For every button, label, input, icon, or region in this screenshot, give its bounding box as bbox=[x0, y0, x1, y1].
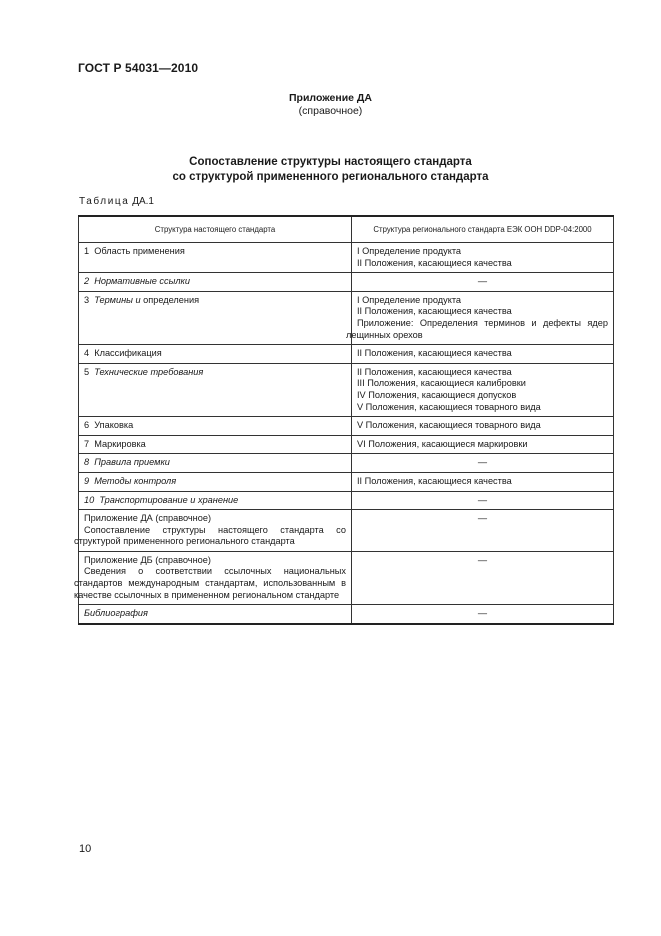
header-national-structure: Структура настоящего стандарта bbox=[79, 216, 352, 243]
table-row bbox=[79, 417, 614, 436]
row-national-section: 4 Классификация bbox=[79, 345, 352, 364]
row-national-section: 3 Термины и определения bbox=[79, 291, 352, 344]
table-header-row bbox=[79, 216, 614, 243]
row-regional-section: — bbox=[352, 605, 614, 624]
document-standard-number: ГОСТ Р 54031—2010 bbox=[78, 61, 199, 75]
row-regional-section: V Положения, касающиеся товарного вида bbox=[352, 417, 614, 436]
table-caption-prefix: Таблица bbox=[79, 196, 130, 207]
row-national-section: 9 Методы контроля bbox=[79, 472, 352, 491]
row-national-section: 2 Нормативные ссылки bbox=[79, 273, 352, 292]
table-row bbox=[79, 273, 614, 292]
table-row bbox=[79, 472, 614, 491]
page-number: 10 bbox=[79, 843, 92, 855]
table-row bbox=[79, 510, 614, 552]
structure-comparison-table bbox=[74, 215, 614, 625]
row-regional-section: — bbox=[352, 454, 614, 473]
table-caption-id: ДА.1 bbox=[132, 196, 154, 207]
row-national-section: Библиография bbox=[79, 605, 352, 624]
row-regional-section: — bbox=[352, 551, 614, 604]
row-regional-section: II Положения, касающиеся качества bbox=[352, 345, 614, 364]
row-national-section: 6 Упаковка bbox=[79, 417, 352, 436]
row-regional-section: II Положения, касающиеся качества bbox=[352, 472, 614, 491]
table-row bbox=[79, 435, 614, 454]
table-row bbox=[79, 454, 614, 473]
table-caption bbox=[79, 196, 154, 207]
table-row bbox=[79, 605, 614, 624]
row-national-section: Приложение ДА (справочное) Сопоставление структуры настоящего стандарта со структурой примененного регионального стандарта bbox=[79, 510, 352, 552]
row-regional-section: — bbox=[352, 491, 614, 510]
table-row bbox=[79, 243, 614, 273]
row-regional-section: I Определение продукта II Положения, касающиеся качества Приложение: Определения терминов и дефекты ядер лещинных орехов bbox=[352, 291, 614, 344]
comparison-title-line1: Сопоставление структуры настоящего стандарта bbox=[189, 156, 472, 168]
appendix-type: (справочное) bbox=[298, 105, 363, 117]
appendix-title: Приложение ДА bbox=[289, 92, 372, 104]
row-national-section: 7 Маркировка bbox=[79, 435, 352, 454]
appendix-heading bbox=[0, 92, 661, 118]
row-national-section: 10 Транспортирование и хранение bbox=[79, 491, 352, 510]
row-regional-section: I Определение продукта II Положения, касающиеся качества bbox=[352, 243, 614, 273]
row-national-section: 1 Область применения bbox=[79, 243, 352, 273]
row-regional-section: VI Положения, касающиеся маркировки bbox=[352, 435, 614, 454]
table-row bbox=[79, 551, 614, 604]
row-regional-section: II Положения, касающиеся качества III Положения, касающиеся калибровки IV Положения, касающиеся допусков V Положения, касающиеся товарного вида bbox=[352, 363, 614, 416]
comparison-title bbox=[0, 155, 661, 184]
row-national-section: 8 Правила приемки bbox=[79, 454, 352, 473]
table-row bbox=[79, 491, 614, 510]
row-national-section: Приложение ДБ (справочное) Сведения о соответствии ссылочных национальных стандартов международным стандартам, использованным в качестве ссылочных в примененном региональном стандарте bbox=[79, 551, 352, 604]
header-regional-structure: Структура регионального стандарта ЕЭК ООН DDP-04:2000 bbox=[352, 216, 614, 243]
row-regional-section: — bbox=[352, 510, 614, 552]
row-regional-section: — bbox=[352, 273, 614, 292]
table-row bbox=[79, 363, 614, 416]
table-row bbox=[79, 291, 614, 344]
table-row bbox=[79, 345, 614, 364]
comparison-title-line2: со структурой примененного регионального стандарта bbox=[172, 170, 489, 183]
row-national-section: 5 Технические требования bbox=[79, 363, 352, 416]
